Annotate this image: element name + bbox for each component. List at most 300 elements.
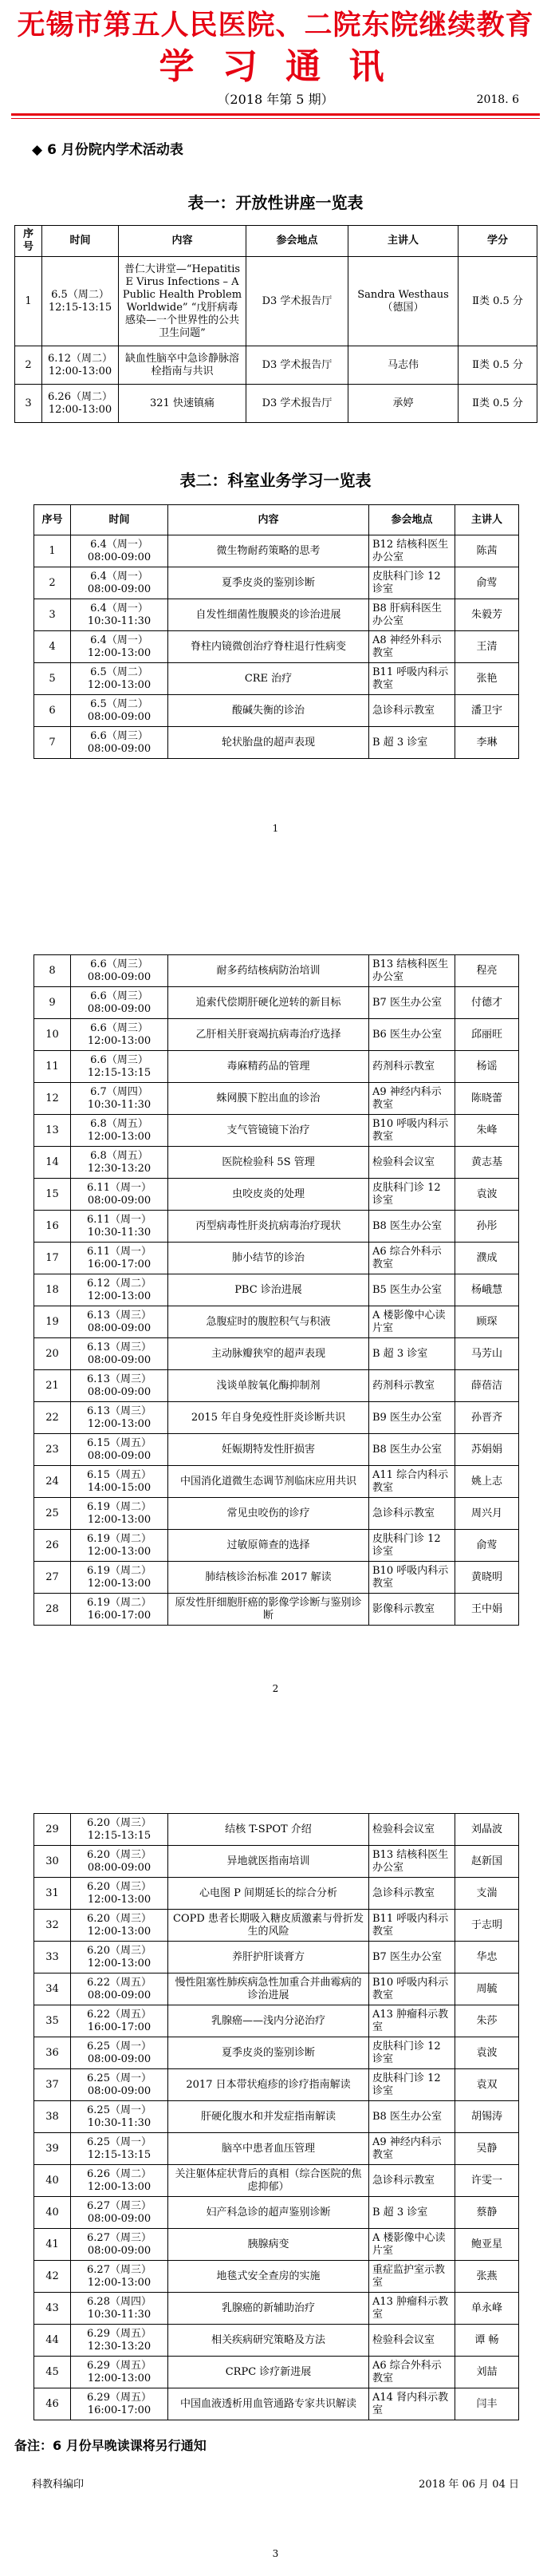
table-row	[34, 1942, 519, 1973]
time-cell	[71, 1338, 168, 1370]
table-row	[34, 2069, 519, 2101]
time-cell	[71, 1973, 168, 2005]
speaker-cell: 周毓	[455, 1973, 519, 2005]
row-number-cell: 23	[34, 1434, 71, 1466]
content-cell: 蛛网膜下腔出血的诊治	[168, 1083, 369, 1115]
row-number-cell: 45	[34, 2357, 71, 2388]
location-cell: B8 医生办公室	[369, 1211, 455, 1243]
table-row	[34, 2293, 519, 2325]
time-text: 10:30-11:30	[87, 1098, 152, 1111]
date-text: 6.4（周一）	[90, 634, 148, 646]
time-text: 12:00-13:00	[87, 1545, 152, 1558]
speaker-cell: 马芳山	[455, 1338, 519, 1370]
date-text: 6.19（周二）	[87, 1532, 152, 1545]
location-cell: 检验科会议室	[369, 2325, 455, 2357]
location-cell: A9 神经内科示教室	[369, 1083, 455, 1115]
table-row	[34, 1910, 519, 1942]
row-number-cell: 4	[34, 631, 71, 663]
row-number-cell: 41	[34, 2229, 71, 2261]
date-text: 6.27（周三）	[87, 2231, 152, 2244]
content-cell: 主动脉瓣狭窄的超声表现	[168, 1338, 369, 1370]
row-number-cell: 42	[34, 2261, 71, 2293]
time-text: 08:00-09:00	[87, 1353, 152, 1366]
table-row	[34, 2325, 519, 2357]
location-cell: A11 综合内科示教室	[369, 1466, 455, 1498]
row-number-cell: 2	[15, 346, 42, 385]
location-cell: 药剂科示教室	[369, 1370, 455, 1402]
time-text: 12:00-13:00	[87, 1130, 152, 1143]
location-cell: B 超 3 诊室	[369, 727, 455, 759]
content-cell: 支气管镜镜下治疗	[168, 1115, 369, 1147]
date-text: 6.26（周二）	[87, 2167, 152, 2180]
time-text: 12:00-13:00	[48, 365, 112, 377]
content-cell: 虫咬皮炎的处理	[168, 1179, 369, 1211]
speaker-cell: 俞莺	[455, 1530, 519, 1562]
speaker-cell: 孙晋齐	[455, 1402, 519, 1434]
location-cell: A14 肾内科示教室	[369, 2388, 455, 2420]
row-number-cell: 2	[34, 567, 71, 599]
content-cell: 相关疾病研究策略及方法	[168, 2325, 369, 2357]
table-row	[34, 1274, 519, 1306]
column-header: 学分	[459, 226, 537, 257]
time-text: 16:00-17:00	[87, 2021, 152, 2033]
content-cell: 中国消化道微生态调节剂临床应用共识	[168, 1466, 369, 1498]
location-cell: A13 肿瘤科示教室	[369, 2293, 455, 2325]
table-row	[15, 257, 537, 346]
date-text: 6.20（周三）	[87, 1912, 152, 1925]
speaker-cell: 苏娟娟	[455, 1434, 519, 1466]
row-number-cell: 21	[34, 1370, 71, 1402]
location-cell: B7 医生办公室	[369, 1942, 455, 1973]
speaker-cell: 程亮	[455, 955, 519, 987]
row-number-cell: 38	[34, 2101, 71, 2133]
date-text: 6.6（周三）	[90, 958, 148, 970]
location-cell: B13 结核科医生办公室	[369, 955, 455, 987]
content-cell: 胰腺病变	[168, 2229, 369, 2261]
row-number-cell: 8	[34, 955, 71, 987]
speaker-cell: 于志明	[455, 1910, 519, 1942]
location-cell: 检验科会议室	[369, 1814, 455, 1846]
location-cell: B8 医生办公室	[369, 1434, 455, 1466]
speaker-cell: 薛蓓洁	[455, 1370, 519, 1402]
time-text: 12:15-13:15	[87, 1066, 152, 1079]
date-text: 6.28（周四）	[87, 2295, 152, 2308]
date-text: 6.29（周五）	[87, 2327, 152, 2340]
speaker-cell: 华忠	[455, 1942, 519, 1973]
date-text: 6.20（周三）	[87, 1944, 152, 1957]
table-row	[34, 1498, 519, 1530]
time-text: 16:00-17:00	[87, 2404, 152, 2416]
content-cell: 321 快速镇痛	[119, 385, 246, 423]
table-row	[34, 1147, 519, 1179]
time-text: 12:00-13:00	[87, 1417, 152, 1430]
time-text: 08:00-09:00	[87, 1989, 152, 2001]
location-cell: 重症监护室示教室	[369, 2261, 455, 2293]
time-text: 08:00-09:00	[87, 2053, 152, 2065]
location-cell: 皮肤科门诊 12 诊室	[369, 1530, 455, 1562]
time-text: 08:00-09:00	[87, 1449, 152, 1462]
row-number-cell: 5	[34, 663, 71, 695]
time-cell	[71, 1814, 168, 1846]
credit-cell: Ⅱ类 0.5 分	[459, 385, 537, 423]
speaker-cell: 李琳	[455, 727, 519, 759]
location-cell: A9 神经内科示教室	[369, 2133, 455, 2165]
time-cell	[71, 1402, 168, 1434]
time-text: 10:30-11:30	[87, 2308, 152, 2321]
time-text: 12:00-13:00	[87, 1893, 152, 1906]
table-row	[34, 567, 519, 599]
speaker-cell: 刘晶波	[455, 1814, 519, 1846]
time-text: 12:00-13:00	[87, 1577, 152, 1590]
speaker-cell: 朱莎	[455, 2005, 519, 2037]
date-text: 6.5（周二）	[90, 666, 148, 678]
footer-editor: 科教科编印	[32, 2479, 85, 2491]
date-text: 6.20（周三）	[87, 1880, 152, 1893]
time-cell	[71, 1179, 168, 1211]
time-cell	[71, 1466, 168, 1498]
time-text: 08:00-09:00	[87, 742, 152, 755]
time-cell	[71, 1306, 168, 1338]
time-cell	[71, 1370, 168, 1402]
date-text: 6.25（周一）	[87, 2072, 152, 2084]
location-cell: 急诊科示教室	[369, 1878, 455, 1910]
time-cell	[42, 257, 119, 346]
date-text: 6.19（周二）	[87, 1500, 152, 1513]
table-row	[34, 2388, 519, 2420]
content-cell: 缺血性脑卒中急诊静脉溶栓指南与共识	[119, 346, 246, 385]
column-header: 主讲人	[348, 226, 459, 257]
content-cell: 乳腺癌——浅内分泌治疗	[168, 2005, 369, 2037]
row-number-cell: 37	[34, 2069, 71, 2101]
row-number-cell: 9	[34, 987, 71, 1019]
speaker-cell: 姚上志	[455, 1466, 519, 1498]
time-cell	[71, 1942, 168, 1973]
date-text: 6.19（周二）	[87, 1564, 152, 1577]
department-study-table	[33, 504, 519, 759]
row-number-cell: 14	[34, 1147, 71, 1179]
speaker-cell: 单永峰	[455, 2293, 519, 2325]
content-cell: 夏季皮炎的鉴别诊断	[168, 567, 369, 599]
content-cell: 慢性阻塞性肺疾病急性加重合并曲霉病的诊治进展	[168, 1973, 369, 2005]
time-text: 08:00-09:00	[87, 1194, 152, 1207]
row-number-cell: 27	[34, 1562, 71, 1594]
content-cell: 肝硬化腹水和并发症指南解读	[168, 2101, 369, 2133]
location-cell: A13 肿瘤科示教室	[369, 2005, 455, 2037]
content-cell: CRPC 诊疗新进展	[168, 2357, 369, 2388]
table-row	[34, 1562, 519, 1594]
speaker-cell: 邱丽旺	[455, 1019, 519, 1051]
date-text: 6.11（周一）	[87, 1213, 152, 1226]
time-text: 08:00-09:00	[87, 710, 152, 723]
table1-caption: 表一：开放性讲座一览表	[187, 193, 364, 212]
date-text: 6.12（周二）	[87, 1277, 152, 1290]
table-row	[34, 1402, 519, 1434]
speaker-cell: 刘喆	[455, 2357, 519, 2388]
header-row	[34, 505, 519, 535]
date-text: 6.12（周二）	[48, 352, 112, 365]
date-text: 6.27（周三）	[87, 2263, 152, 2276]
location-cell: D3 学术报告厅	[246, 385, 348, 423]
table-row	[34, 1115, 519, 1147]
time-cell	[71, 1083, 168, 1115]
row-number-cell: 36	[34, 2037, 71, 2069]
row-number-cell: 16	[34, 1211, 71, 1243]
location-cell: 药剂科示教室	[369, 1051, 455, 1083]
content-cell: 妇产科急诊的超声鉴别诊断	[168, 2197, 369, 2229]
location-cell: B10 呼吸内科示教室	[369, 1115, 455, 1147]
time-cell	[71, 2388, 168, 2420]
date-text: 6.4（周一）	[90, 602, 148, 614]
speaker-cell: 杨峨慧	[455, 1274, 519, 1306]
page-number: 2	[272, 1683, 279, 1694]
time-text: 12:00-13:00	[87, 646, 152, 659]
location-cell: B10 呼吸内科示教室	[369, 1973, 455, 2005]
section-heading	[32, 140, 183, 160]
content-cell: 微生物耐药策略的思考	[168, 535, 369, 567]
row-number-cell: 1	[15, 257, 42, 346]
speaker-cell: 杨谣	[455, 1051, 519, 1083]
speaker-cell: 周兴月	[455, 1498, 519, 1530]
table2-caption: 表二：科室业务学习一览表	[179, 471, 372, 490]
speaker-cell: 孙彤	[455, 1211, 519, 1243]
speaker-cell: 袁双	[455, 2069, 519, 2101]
row-number-cell: 46	[34, 2388, 71, 2420]
time-text: 12:00-13:00	[87, 1513, 152, 1526]
location-cell: 皮肤科门诊 12 诊室	[369, 567, 455, 599]
header-row	[15, 226, 537, 257]
time-text: 12:00-13:00	[87, 1290, 152, 1302]
time-cell	[71, 1434, 168, 1466]
column-header: 参会地点	[246, 226, 348, 257]
speaker-cell: 顾琛	[455, 1306, 519, 1338]
location-cell: B11 呼吸内科示教室	[369, 663, 455, 695]
department-study-table-continued	[33, 1813, 519, 2420]
date-text: 6.4（周一）	[90, 538, 148, 551]
table-row	[34, 631, 519, 663]
time-text: 12:15-13:15	[87, 1829, 152, 1842]
date-text: 6.26（周二）	[48, 390, 112, 403]
content-cell: 妊娠期特发性肝损害	[168, 1434, 369, 1466]
time-text: 10:30-11:30	[87, 1226, 152, 1239]
time-text: 10:30-11:30	[87, 2116, 152, 2129]
time-cell	[71, 1594, 168, 1626]
location-cell: A 楼影像中心读片室	[369, 2229, 455, 2261]
row-number-cell: 39	[34, 2133, 71, 2165]
time-text: 08:00-09:00	[87, 551, 152, 563]
table-row	[34, 2101, 519, 2133]
table-row	[34, 2229, 519, 2261]
location-cell: B 超 3 诊室	[369, 1338, 455, 1370]
time-cell	[71, 987, 168, 1019]
table-row	[34, 1338, 519, 1370]
time-text: 12:00-13:00	[87, 1957, 152, 1970]
location-cell: 急诊科示教室	[369, 695, 455, 727]
time-text: 16:00-17:00	[87, 1609, 152, 1622]
speaker-cell: 付德才	[455, 987, 519, 1019]
content-cell: 乳腺癌的新辅助治疗	[168, 2293, 369, 2325]
speaker-cell: 潘卫宇	[455, 695, 519, 727]
speaker-cell: 濮成	[455, 1243, 519, 1274]
time-cell	[71, 2229, 168, 2261]
date-text: 6.29（周五）	[87, 2359, 152, 2372]
content-cell: 浅谈单胺氧化酶抑制剂	[168, 1370, 369, 1402]
remark-note: 备注：6 月份早晚读课将另行通知	[14, 2438, 207, 2453]
table-row	[34, 1083, 519, 1115]
speaker-cell: 陈晓蕾	[455, 1083, 519, 1115]
header-rule	[11, 113, 540, 116]
table-row	[34, 987, 519, 1019]
table-row	[34, 1019, 519, 1051]
table-row	[34, 2005, 519, 2037]
row-number-cell: 18	[34, 1274, 71, 1306]
table-row	[34, 695, 519, 727]
table-row	[34, 1530, 519, 1562]
column-header: 内容	[168, 505, 369, 535]
content-cell: CRE 治疗	[168, 663, 369, 695]
content-cell: 中国血液透析用血管通路专家共识解读	[168, 2388, 369, 2420]
content-cell: 普仁大讲堂—“Hepatitis E Virus Infections – A Public Health Problem Worldwide” “戊肝病毒感染—一个世界性的公共卫生问题”	[119, 257, 246, 346]
table-row	[34, 1434, 519, 1466]
location-cell: B8 肝病科医生办公室	[369, 599, 455, 631]
table-row	[34, 2197, 519, 2229]
time-text: 12:00-13:00	[87, 1034, 152, 1047]
time-text: 12:00-13:00	[87, 2276, 152, 2289]
table-row	[34, 535, 519, 567]
row-number-cell: 3	[15, 385, 42, 423]
row-number-cell: 19	[34, 1306, 71, 1338]
row-number-cell: 13	[34, 1115, 71, 1147]
date-text: 6.4（周一）	[90, 570, 148, 583]
row-number-cell: 30	[34, 1846, 71, 1878]
content-cell: 酸碱失衡的诊治	[168, 695, 369, 727]
date-text: 6.22（周五）	[87, 1976, 152, 1989]
date-text: 6.13（周三）	[87, 1373, 152, 1385]
location-cell: 急诊科示教室	[369, 2165, 455, 2197]
location-cell: 急诊科示教室	[369, 1498, 455, 1530]
date-text: 6.15（周五）	[87, 1436, 152, 1449]
table-row	[34, 1243, 519, 1274]
date-text: 6.25（周一）	[87, 2104, 152, 2116]
time-cell	[71, 663, 168, 695]
table-row	[34, 1878, 519, 1910]
time-text: 12:30-13:20	[87, 1162, 152, 1175]
time-cell	[71, 2325, 168, 2357]
location-cell: B7 医生办公室	[369, 987, 455, 1019]
row-number-cell: 34	[34, 1973, 71, 2005]
content-cell: 丙型病毒性肝炎抗病毒治疗现状	[168, 1211, 369, 1243]
time-cell	[71, 1211, 168, 1243]
column-header: 参会地点	[369, 505, 455, 535]
speaker-cell: 俞莺	[455, 567, 519, 599]
column-header: 序号	[34, 505, 71, 535]
row-number-cell: 33	[34, 1942, 71, 1973]
table-row	[34, 2133, 519, 2165]
date-text: 6.13（周三）	[87, 1309, 152, 1322]
speaker-cell: 闫丰	[455, 2388, 519, 2420]
issue-line	[0, 91, 551, 109]
table-row	[34, 2357, 519, 2388]
speaker-cell: 张燕	[455, 2261, 519, 2293]
footer	[0, 2477, 551, 2493]
row-number-cell: 40	[34, 2165, 71, 2197]
content-cell: 急腹症时的腹腔积气与积液	[168, 1306, 369, 1338]
location-cell: D3 学术报告厅	[246, 346, 348, 385]
section-heading-text: 6 月份院内学术活动表	[47, 142, 183, 158]
content-cell: 医院检验科 5S 管理	[168, 1147, 369, 1179]
location-cell: B5 医生办公室	[369, 1274, 455, 1306]
content-cell: 肺结核诊治标准 2017 解读	[168, 1562, 369, 1594]
speaker-cell: 承婷	[348, 385, 459, 423]
row-number-cell: 12	[34, 1083, 71, 1115]
time-text: 08:00-09:00	[87, 1385, 152, 1398]
content-cell: 常见虫咬伤的诊疗	[168, 1498, 369, 1530]
row-number-cell: 20	[34, 1338, 71, 1370]
time-cell	[71, 2133, 168, 2165]
row-number-cell: 17	[34, 1243, 71, 1274]
location-cell: A6 综合外科示教室	[369, 1243, 455, 1274]
speaker-cell: 赵新国	[455, 1846, 519, 1878]
table-row	[34, 1594, 519, 1626]
time-cell	[71, 1147, 168, 1179]
speaker-cell: 吴静	[455, 2133, 519, 2165]
speaker-cell: 支湍	[455, 1878, 519, 1910]
speaker-cell: 蔡静	[455, 2197, 519, 2229]
speaker-cell: 王中娟	[455, 1594, 519, 1626]
speaker-cell: 朱毅芳	[455, 599, 519, 631]
time-text: 08:00-09:00	[87, 970, 152, 983]
row-number-cell: 10	[34, 1019, 71, 1051]
time-cell	[71, 2261, 168, 2293]
table-row	[34, 1370, 519, 1402]
table-row	[34, 1306, 519, 1338]
speaker-cell: 王清	[455, 631, 519, 663]
speaker-cell: 张艳	[455, 663, 519, 695]
time-text: 08:00-09:00	[87, 2084, 152, 2097]
time-cell	[71, 567, 168, 599]
column-header: 序号	[15, 226, 42, 257]
time-cell	[42, 385, 119, 423]
issue-number: （2018 年第 5 期）	[217, 92, 334, 107]
row-number-cell: 1	[34, 535, 71, 567]
time-cell	[71, 2165, 168, 2197]
newsletter-title: 无锡市第五人民医院、二院东院继续教育	[17, 10, 534, 41]
row-number-cell: 44	[34, 2325, 71, 2357]
time-cell	[71, 955, 168, 987]
content-cell: 自发性细菌性腹膜炎的诊治进展	[168, 599, 369, 631]
location-cell: B12 结核科医生办公室	[369, 535, 455, 567]
column-header: 时间	[42, 226, 119, 257]
time-cell	[71, 1562, 168, 1594]
page-number: 1	[272, 823, 279, 834]
time-text: 08:00-09:00	[87, 583, 152, 595]
date-text: 6.20（周三）	[87, 1816, 152, 1829]
location-cell: B11 呼吸内科示教室	[369, 1910, 455, 1942]
date-text: 6.25（周一）	[87, 2135, 152, 2148]
table-row	[34, 1814, 519, 1846]
row-number-cell: 22	[34, 1402, 71, 1434]
content-cell: 过敏原筛查的选择	[168, 1530, 369, 1562]
date-text: 6.7（周四）	[90, 1085, 148, 1098]
column-header: 时间	[71, 505, 168, 535]
time-text: 12:00-13:00	[87, 2372, 152, 2384]
table-row	[34, 727, 519, 759]
date-text: 6.22（周五）	[87, 2008, 152, 2021]
speaker-cell: 许雯一	[455, 2165, 519, 2197]
table-row	[15, 346, 537, 385]
location-cell: B6 医生办公室	[369, 1019, 455, 1051]
date-text: 6.5（周二）	[90, 697, 148, 710]
location-cell: 皮肤科门诊 12 诊室	[369, 2037, 455, 2069]
